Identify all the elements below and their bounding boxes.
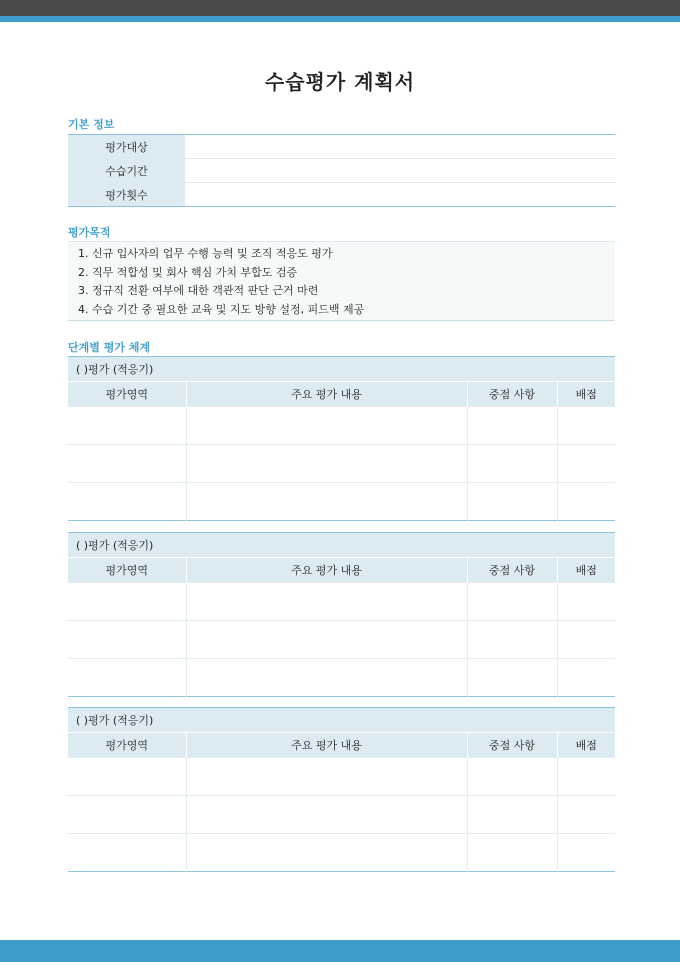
table-cell[interactable] (557, 483, 615, 521)
table-cell[interactable] (467, 483, 557, 521)
stages-heading: 단계별 평가 체계 (68, 341, 151, 354)
info-value-count[interactable] (185, 183, 615, 207)
stage-title: ( )평가 (적응기) (68, 708, 615, 733)
table-cell[interactable] (68, 796, 186, 834)
info-value-target[interactable] (185, 135, 615, 159)
table-cell[interactable] (557, 621, 615, 659)
table-cell[interactable] (186, 758, 467, 796)
column-header-content: 주요 평가 내용 (186, 382, 467, 407)
stage-title: ( )평가 (적응기) (68, 533, 615, 558)
purpose-item: 3. 정규직 전환 여부에 대한 객관적 판단 근거 마련 (78, 284, 319, 297)
purpose-list (68, 241, 615, 321)
table-cell[interactable] (186, 796, 467, 834)
table-cell[interactable] (186, 445, 467, 483)
info-row (68, 159, 615, 183)
column-header-content: 주요 평가 내용 (186, 733, 467, 758)
table-cell[interactable] (557, 583, 615, 621)
column-header-score: 배점 (557, 733, 615, 758)
table-row (68, 583, 615, 621)
table-cell[interactable] (467, 445, 557, 483)
table-cell[interactable] (68, 483, 186, 521)
info-label-count: 평가횟수 (68, 183, 185, 207)
table-cell[interactable] (467, 796, 557, 834)
column-header-score: 배점 (557, 382, 615, 407)
purpose-heading: 평가목적 (68, 226, 111, 239)
table-cell[interactable] (68, 758, 186, 796)
table-row (68, 758, 615, 796)
table-cell[interactable] (467, 583, 557, 621)
table-cell[interactable] (557, 407, 615, 445)
table-cell[interactable] (557, 445, 615, 483)
table-row (68, 621, 615, 659)
column-header-score: 배점 (557, 558, 615, 583)
top-bar (0, 0, 680, 16)
stage-table-1 (68, 356, 615, 521)
info-row (68, 135, 615, 159)
column-header-content: 주요 평가 내용 (186, 558, 467, 583)
table-cell[interactable] (467, 621, 557, 659)
table-cell[interactable] (186, 407, 467, 445)
info-label-target: 평가대상 (68, 135, 185, 159)
table-cell[interactable] (186, 659, 467, 697)
table-row (68, 796, 615, 834)
purpose-item: 2. 직무 적합성 및 회사 핵심 가치 부합도 검증 (78, 265, 298, 279)
table-cell[interactable] (186, 621, 467, 659)
column-header-focus: 중점 사항 (467, 558, 557, 583)
basic-info-table (68, 134, 615, 207)
table-cell[interactable] (186, 583, 467, 621)
column-header-focus: 중점 사항 (467, 382, 557, 407)
table-cell[interactable] (557, 659, 615, 697)
table-row (68, 483, 615, 521)
table-cell[interactable] (557, 796, 615, 834)
table-row (68, 659, 615, 697)
stage-table-3 (68, 707, 615, 872)
page-title: 수습평가 계획서 (264, 70, 416, 94)
column-header-focus: 중점 사항 (467, 733, 557, 758)
evaluation-table (68, 532, 615, 697)
table-cell[interactable] (557, 758, 615, 796)
table-cell[interactable] (68, 445, 186, 483)
table-cell[interactable] (186, 834, 467, 872)
stage-table-2 (68, 532, 615, 697)
table-cell[interactable] (467, 758, 557, 796)
column-header-area: 평가영역 (68, 733, 186, 758)
table-row (68, 834, 615, 872)
info-value-period[interactable] (185, 159, 615, 183)
bottom-accent-bar (0, 940, 680, 962)
table-cell[interactable] (68, 659, 186, 697)
table-cell[interactable] (467, 407, 557, 445)
table-cell[interactable] (557, 834, 615, 872)
stage-title: ( )평가 (적응기) (68, 357, 615, 382)
info-label-period: 수습기간 (68, 159, 185, 183)
table-cell[interactable] (467, 834, 557, 872)
column-header-area: 평가영역 (68, 382, 186, 407)
purpose-item: 4. 수습 기간 중 필요한 교육 및 지도 방향 설정, 피드백 제공 (78, 302, 365, 316)
table-row (68, 407, 615, 445)
column-header-area: 평가영역 (68, 558, 186, 583)
table-cell[interactable] (68, 407, 186, 445)
table-cell[interactable] (186, 483, 467, 521)
purpose-item: 1. 신규 입사자의 업무 수행 능력 및 조직 적응도 평가 (78, 247, 333, 260)
table-cell[interactable] (68, 834, 186, 872)
table-cell[interactable] (68, 583, 186, 621)
table-cell[interactable] (68, 621, 186, 659)
info-row (68, 183, 615, 207)
top-accent-bar (0, 16, 680, 22)
table-cell[interactable] (467, 659, 557, 697)
table-row (68, 445, 615, 483)
basic-info-heading: 기본 정보 (68, 118, 115, 131)
evaluation-table (68, 707, 615, 872)
evaluation-table (68, 356, 615, 521)
